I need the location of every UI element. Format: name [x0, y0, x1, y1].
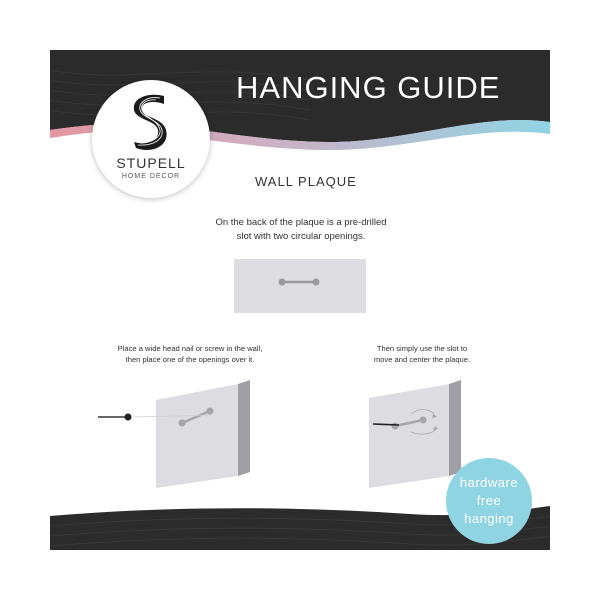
badge-line-2: free [476, 493, 502, 508]
keyhole-slot-icon [234, 259, 366, 313]
step-2-line-2: move and center the plaque. [373, 355, 471, 364]
intro-line-1: On the back of the plaque is a pre-drilled [215, 217, 387, 228]
hanging-guide-card [50, 50, 550, 550]
page-title: HANGING GUIDE [236, 70, 501, 105]
step-1-line-1: Place a wide head nail or screw in the wall, [117, 344, 263, 353]
brand-subtitle: HOME DECOR [121, 173, 181, 180]
step-2-line-1: Then simply use the slot to [376, 344, 468, 353]
badge-line-1: hardware [459, 475, 519, 490]
intro-text [186, 216, 416, 244]
brand-name: STUPELL [116, 155, 186, 171]
step-1-text [100, 343, 280, 365]
plaque-back-illustration [234, 259, 366, 313]
step-2-illustration [355, 380, 465, 492]
stupell-s-icon [126, 92, 176, 154]
step-1-line-2: then place one of the openings over it. [125, 355, 255, 364]
step-1-illustration [94, 380, 264, 492]
brand-logo [92, 80, 210, 198]
hardware-free-badge [446, 458, 532, 544]
step-2-text [342, 343, 502, 365]
intro-line-2: slot with two circular openings. [236, 231, 366, 242]
badge-line-3: hanging [464, 511, 514, 526]
section-title: WALL PLAQUE [255, 174, 357, 189]
